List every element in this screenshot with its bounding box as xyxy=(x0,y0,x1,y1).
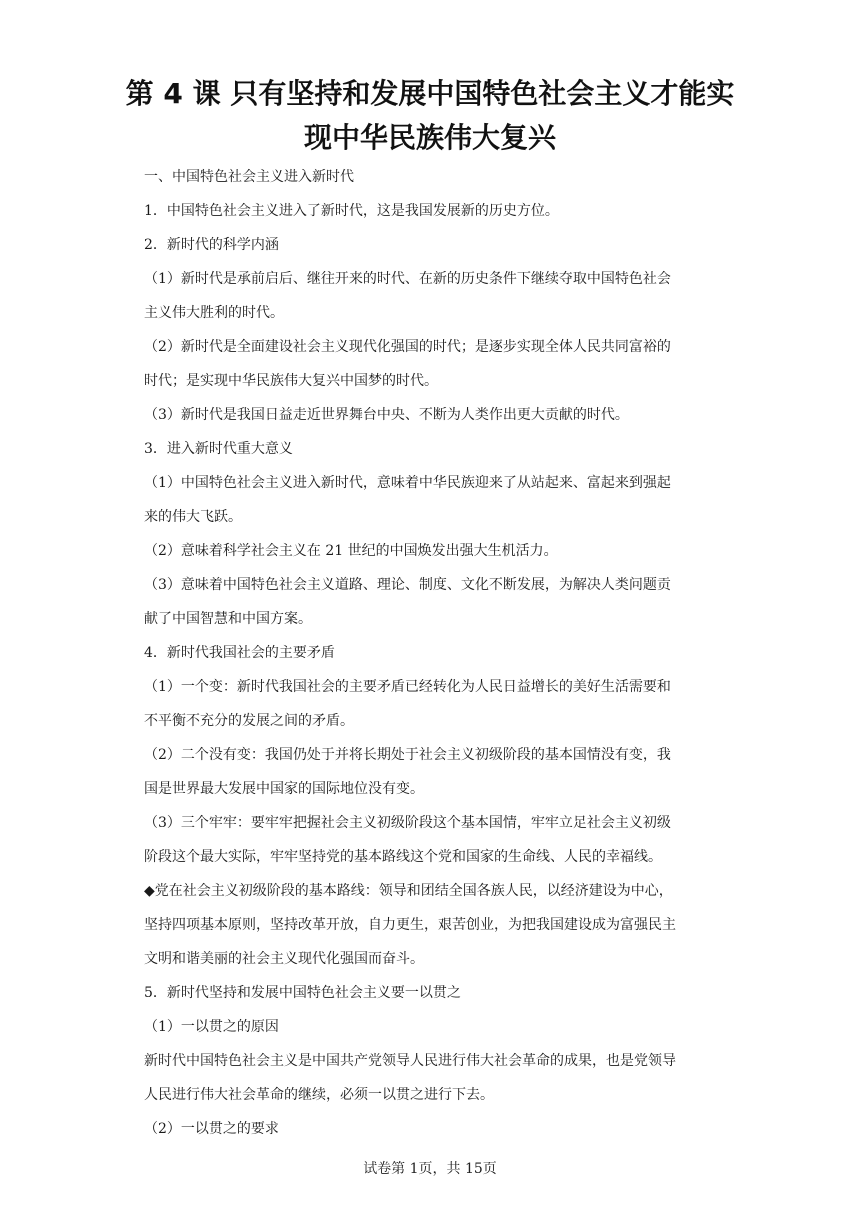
page-title-line-1: 第 4 课 只有坚持和发展中国特色社会主义才能实 xyxy=(125,77,735,110)
text-line: 人民进行伟大社会革命的继续，必须一以贯之进行下去。 xyxy=(144,1087,494,1103)
text-line: （3）三个牢牢：要牢牢把握社会主义初级阶段这个基本国情，牢牢立足社会主义初级 xyxy=(144,815,671,831)
text-line: （1）一个变：新时代我国社会的主要矛盾已经转化为人民日益增长的美好生活需要和 xyxy=(144,679,671,695)
text-line: 2．新时代的科学内涵 xyxy=(144,237,279,253)
text-line: 5．新时代坚持和发展中国特色社会主义要一以贯之 xyxy=(144,985,461,1001)
text-line: 献了中国智慧和中国方案。 xyxy=(144,611,312,627)
text-line: 来的伟大飞跃。 xyxy=(144,509,242,525)
text-line: 时代；是实现中华民族伟大复兴中国梦的时代。 xyxy=(144,373,438,389)
text-line: （3）意味着中国特色社会主义道路、理论、制度、文化不断发展，为解决人类问题贡 xyxy=(144,577,671,593)
text-line: 国是世界最大发展中国家的国际地位没有变。 xyxy=(144,781,424,797)
text-line: （1）一以贯之的原因 xyxy=(144,1019,279,1035)
text-line: （3）新时代是我国日益走近世界舞台中央、不断为人类作出更大贡献的时代。 xyxy=(144,407,629,423)
text-line: ◆党在社会主义初级阶段的基本路线：领导和团结全国各族人民，以经济建设为中心， xyxy=(144,883,673,899)
text-line: 一、中国特色社会主义进入新时代 xyxy=(144,169,354,185)
page-title-line-2: 现中华民族伟大复兴 xyxy=(303,121,556,154)
text-line: 阶段这个最大实际，牢牢坚持党的基本路线这个党和国家的生命线、人民的幸福线。 xyxy=(144,849,662,865)
text-line: 坚持四项基本原则，坚持改革开放，自力更生，艰苦创业，为把我国建设成为富强民主 xyxy=(144,917,676,933)
text-line: 3．进入新时代重大意义 xyxy=(144,441,293,457)
document-body xyxy=(144,160,728,1146)
page-footer: 试卷第 1页，共 15页 xyxy=(363,1161,497,1177)
text-line: （1）中国特色社会主义进入新时代，意味着中华民族迎来了从站起来、富起来到强起 xyxy=(144,475,671,491)
text-line: 1．中国特色社会主义进入了新时代，这是我国发展新的历史方位。 xyxy=(144,203,559,219)
text-line: 不平衡不充分的发展之间的矛盾。 xyxy=(144,713,354,729)
text-line: （2）一以贯之的要求 xyxy=(144,1121,279,1137)
text-line: 主义伟大胜利的时代。 xyxy=(144,305,284,321)
text-line: 文明和谐美丽的社会主义现代化强国而奋斗。 xyxy=(144,951,424,967)
text-line: 新时代中国特色社会主义是中国共产党领导人民进行伟大社会革命的成果，也是党领导 xyxy=(144,1053,676,1069)
text-line: （2）二个没有变：我国仍处于并将长期处于社会主义初级阶段的基本国情没有变，我 xyxy=(144,747,671,763)
text-line: （2）新时代是全面建设社会主义现代化强国的时代；是逐步实现全体人民共同富裕的 xyxy=(144,339,671,355)
text-line: （2）意味着科学社会主义在 21 世纪的中国焕发出强大生机活力。 xyxy=(144,543,558,559)
text-line: （1）新时代是承前启后、继往开来的时代、在新的历史条件下继续夺取中国特色社会 xyxy=(144,271,671,287)
text-line: 4．新时代我国社会的主要矛盾 xyxy=(144,645,335,661)
